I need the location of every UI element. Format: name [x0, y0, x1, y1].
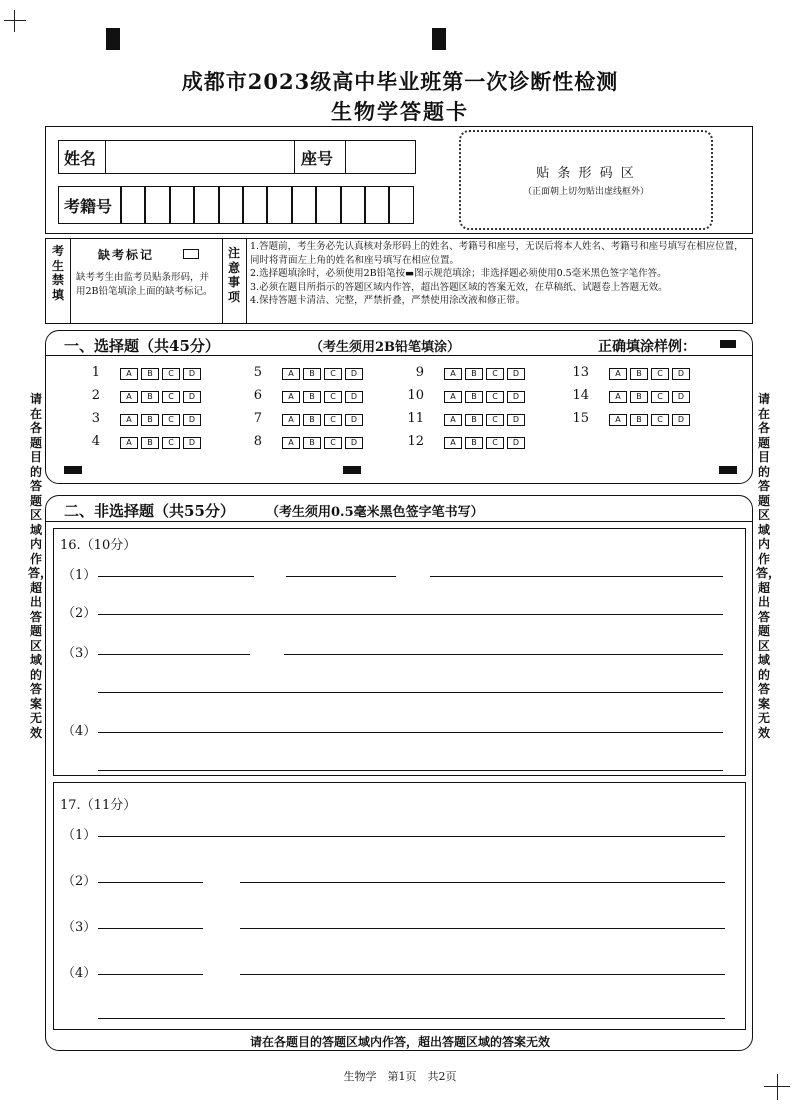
- option-bubble[interactable]: B: [630, 391, 648, 403]
- page-title: 成都市2023级高中毕业班第一次诊断性检测: [181, 69, 619, 94]
- q16-3-line-b[interactable]: [284, 654, 723, 655]
- option-bubble[interactable]: C: [324, 414, 342, 426]
- option-bubble[interactable]: D: [345, 391, 363, 403]
- option-bubble[interactable]: B: [630, 368, 648, 380]
- q16-4-line-b[interactable]: [98, 770, 723, 771]
- option-bubble[interactable]: A: [120, 414, 138, 426]
- side-warning-left: 请在各题目的答题区域内作答，超出答题区域的答案无效: [28, 392, 53, 740]
- exam-id-digit-cell[interactable]: [316, 186, 340, 224]
- q17-4-line-a[interactable]: [98, 974, 203, 975]
- option-bubble[interactable]: C: [162, 414, 180, 426]
- q16-2-line[interactable]: [98, 614, 723, 615]
- option-group: [120, 437, 201, 449]
- question-number: 3: [91, 411, 100, 426]
- exam-id-digit-cell[interactable]: [267, 186, 291, 224]
- question-number: 10: [407, 388, 424, 403]
- option-bubble[interactable]: D: [672, 391, 690, 403]
- exam-id-digit-cell[interactable]: [170, 186, 194, 224]
- timing-mark: [64, 466, 82, 474]
- page-footer: 生物学 第1页 共2页: [343, 1070, 457, 1083]
- question-number: 1: [91, 365, 100, 380]
- option-bubble[interactable]: A: [282, 437, 300, 449]
- prohibited-side-label: 考生禁填: [51, 244, 64, 302]
- q16-part-3: （3）: [62, 646, 97, 661]
- option-bubble[interactable]: B: [303, 414, 321, 426]
- option-group: [120, 391, 201, 403]
- exam-id-digit-cell[interactable]: [243, 186, 267, 224]
- absent-checkbox[interactable]: [183, 249, 199, 259]
- option-bubble[interactable]: A: [444, 414, 462, 426]
- option-bubble[interactable]: D: [672, 368, 690, 380]
- option-bubble[interactable]: C: [486, 437, 504, 449]
- q17-2-line-b[interactable]: [240, 882, 725, 883]
- option-bubble[interactable]: C: [651, 391, 669, 403]
- option-bubble[interactable]: B: [141, 414, 159, 426]
- barcode-title: 贴 条 形 码 区: [536, 166, 636, 181]
- option-bubble[interactable]: C: [162, 391, 180, 403]
- q17-3-line-b[interactable]: [240, 928, 725, 929]
- question-number: 9: [415, 365, 424, 380]
- option-bubble[interactable]: A: [609, 368, 627, 380]
- question-number: 11: [407, 411, 424, 426]
- q16-1-line-c[interactable]: [430, 576, 723, 577]
- bottom-warning: 请在各题目的答题区域内作答，超出答题区域的答案无效: [249, 1035, 550, 1049]
- q16-1-line-a[interactable]: [98, 576, 254, 577]
- choice-title-divider: [45, 355, 753, 356]
- choice-section-title: 一、选择题（共45分）: [64, 337, 220, 355]
- option-bubble[interactable]: B: [141, 368, 159, 380]
- question-number: 2: [91, 388, 100, 403]
- option-group: [609, 391, 690, 403]
- q17-3-line-a[interactable]: [98, 928, 203, 929]
- option-bubble[interactable]: C: [651, 368, 669, 380]
- option-bubble[interactable]: C: [486, 368, 504, 380]
- option-bubble[interactable]: C: [486, 414, 504, 426]
- question-number: 7: [253, 411, 262, 426]
- exam-id-digit-cell[interactable]: [194, 186, 218, 224]
- exam-id-digit-cell[interactable]: [145, 186, 169, 224]
- barcode-note: （正面朝上切勿贴出虚线框外）: [522, 187, 649, 197]
- absent-note: 缺考考生由监考员贴条形码，并用2B铅笔填涂上面的缺考标记。: [76, 272, 213, 297]
- q16-title: 16.（10分）: [60, 538, 137, 553]
- q16-3-line-a[interactable]: [98, 654, 250, 655]
- question-number: 13: [572, 365, 589, 380]
- q17-title: 17.（11分）: [60, 798, 137, 813]
- notice-item: 2.选择题填涂时，必须使用2B铅笔按▬图示规范填涂；非选择题必须使用0.5毫米黑色签字笔作答。: [250, 268, 667, 279]
- option-bubble[interactable]: C: [162, 437, 180, 449]
- option-bubble[interactable]: B: [465, 368, 483, 380]
- q17-4-line-b[interactable]: [240, 974, 725, 975]
- option-bubble[interactable]: D: [507, 391, 525, 403]
- question-number: 14: [572, 388, 589, 403]
- exam-id-digit-cell[interactable]: [292, 186, 316, 224]
- option-bubble[interactable]: D: [345, 368, 363, 380]
- option-bubble[interactable]: B: [303, 437, 321, 449]
- option-bubble[interactable]: A: [282, 368, 300, 380]
- timing-mark: [719, 466, 737, 474]
- option-bubble[interactable]: C: [651, 414, 669, 426]
- option-group: [282, 368, 363, 380]
- option-bubble[interactable]: A: [444, 368, 462, 380]
- option-bubble[interactable]: B: [465, 391, 483, 403]
- option-bubble[interactable]: B: [465, 414, 483, 426]
- q16-1-line-b[interactable]: [286, 576, 396, 577]
- q17-part-3: （3）: [62, 920, 97, 935]
- option-bubble[interactable]: D: [345, 437, 363, 449]
- fill-sample-label: 正确填涂样例：: [598, 339, 696, 355]
- exam-id-digit-cell[interactable]: [389, 186, 413, 224]
- option-bubble[interactable]: B: [303, 391, 321, 403]
- question-number: 5: [253, 365, 262, 380]
- q17-part-4: （4）: [62, 966, 97, 981]
- option-group: [120, 414, 201, 426]
- option-bubble[interactable]: D: [183, 414, 201, 426]
- exam-id-digit-cell[interactable]: [121, 186, 145, 224]
- notice-side-label: 注意事项: [227, 246, 240, 304]
- crop-mark: [4, 20, 26, 21]
- prohibited-divider: [70, 238, 71, 324]
- option-bubble[interactable]: D: [183, 437, 201, 449]
- option-bubble[interactable]: A: [444, 437, 462, 449]
- seat-label: 座号: [301, 149, 334, 168]
- q16-box: [53, 528, 746, 776]
- option-bubble[interactable]: A: [120, 437, 138, 449]
- q16-part-1: （1）: [62, 568, 97, 583]
- option-bubble[interactable]: B: [630, 414, 648, 426]
- option-group: [444, 414, 525, 426]
- fill-sample: [720, 340, 736, 348]
- question-number: 8: [253, 434, 262, 449]
- q17-4-line-c[interactable]: [98, 1018, 725, 1019]
- name-field[interactable]: [105, 140, 295, 174]
- written-section-title: 二、非选择题（共55分）: [64, 502, 235, 520]
- option-bubble[interactable]: A: [609, 391, 627, 403]
- q17-2-line-a[interactable]: [98, 882, 203, 883]
- option-group: [282, 414, 363, 426]
- option-bubble[interactable]: D: [183, 391, 201, 403]
- exam-id-digit-cell[interactable]: [365, 186, 389, 224]
- side-warning-right: 请在各题目的答题区域内作答，超出答题区域的答案无效: [756, 392, 781, 740]
- option-bubble[interactable]: D: [183, 368, 201, 380]
- option-bubble[interactable]: D: [672, 414, 690, 426]
- exam-id-digit-cell[interactable]: [219, 186, 243, 224]
- exam-id-digit-cell[interactable]: [341, 186, 365, 224]
- exam-id-label: 考籍号: [64, 197, 113, 216]
- option-group: [609, 414, 690, 426]
- option-group: [282, 437, 363, 449]
- option-group: [444, 391, 525, 403]
- question-number: 4: [91, 434, 100, 449]
- crop-mark: [14, 10, 15, 32]
- option-bubble[interactable]: A: [444, 391, 462, 403]
- notice-item: 4.保持答题卡清洁、完整，严禁折叠，严禁使用涂改液和修正带。: [250, 295, 526, 306]
- option-bubble[interactable]: C: [486, 391, 504, 403]
- option-bubble[interactable]: A: [120, 368, 138, 380]
- q17-box: [53, 782, 746, 1030]
- option-bubble[interactable]: D: [345, 414, 363, 426]
- q17-part-1: （1）: [62, 828, 97, 843]
- option-bubble[interactable]: B: [465, 437, 483, 449]
- option-bubble[interactable]: A: [609, 414, 627, 426]
- notice-item: 3.必须在题目所指示的答题区域内作答，超出答题区域的答案无效，在草稿纸、试题卷上答题无效。: [250, 281, 668, 293]
- option-group: [444, 368, 525, 380]
- page-subtitle: 生物学答题卡: [331, 99, 469, 124]
- timing-mark: [106, 28, 120, 50]
- notice-item: 1.答题前，考生务必先认真核对条形码上的姓名、考籍号和座号，无误后将本人姓名、考籍号和座号填写在相应位置，同时将背面左上角的姓名和座号填写在相应位置。: [250, 241, 744, 266]
- written-title-divider: [45, 521, 753, 522]
- option-group: [444, 437, 525, 449]
- option-bubble[interactable]: B: [303, 368, 321, 380]
- question-number: 12: [407, 434, 424, 449]
- option-group: [282, 391, 363, 403]
- name-label: 姓名: [64, 149, 97, 168]
- q16-part-2: （2）: [62, 606, 97, 621]
- option-bubble[interactable]: D: [507, 414, 525, 426]
- option-bubble[interactable]: C: [324, 437, 342, 449]
- absent-label: 缺考标记: [98, 248, 155, 262]
- q17-1-line[interactable]: [98, 836, 725, 837]
- option-group: [609, 368, 690, 380]
- notice-divider-left: [222, 238, 223, 324]
- option-bubble[interactable]: A: [282, 414, 300, 426]
- written-section-note: （考生须用0.5毫米黑色签字笔书写）: [266, 505, 484, 520]
- question-number: 6: [253, 388, 262, 403]
- question-number: 15: [572, 411, 589, 426]
- option-bubble[interactable]: B: [141, 437, 159, 449]
- option-bubble[interactable]: A: [120, 391, 138, 403]
- notice-divider-right: [246, 238, 247, 324]
- choice-section-note: （考生须用2B铅笔填涂）: [310, 340, 461, 355]
- option-bubble[interactable]: C: [324, 391, 342, 403]
- option-bubble[interactable]: D: [507, 368, 525, 380]
- option-bubble[interactable]: B: [141, 391, 159, 403]
- q16-4-line-a[interactable]: [98, 732, 723, 733]
- timing-mark: [432, 28, 446, 50]
- option-bubble[interactable]: C: [324, 368, 342, 380]
- option-group: [120, 368, 201, 380]
- seat-field[interactable]: [345, 140, 416, 174]
- q16-3-line-c[interactable]: [98, 692, 723, 693]
- option-bubble[interactable]: A: [282, 391, 300, 403]
- option-bubble[interactable]: D: [507, 437, 525, 449]
- q16-part-4: （4）: [62, 724, 97, 739]
- q17-part-2: （2）: [62, 874, 97, 889]
- timing-mark: [343, 466, 361, 474]
- notice-list: [250, 240, 750, 308]
- option-bubble[interactable]: C: [162, 368, 180, 380]
